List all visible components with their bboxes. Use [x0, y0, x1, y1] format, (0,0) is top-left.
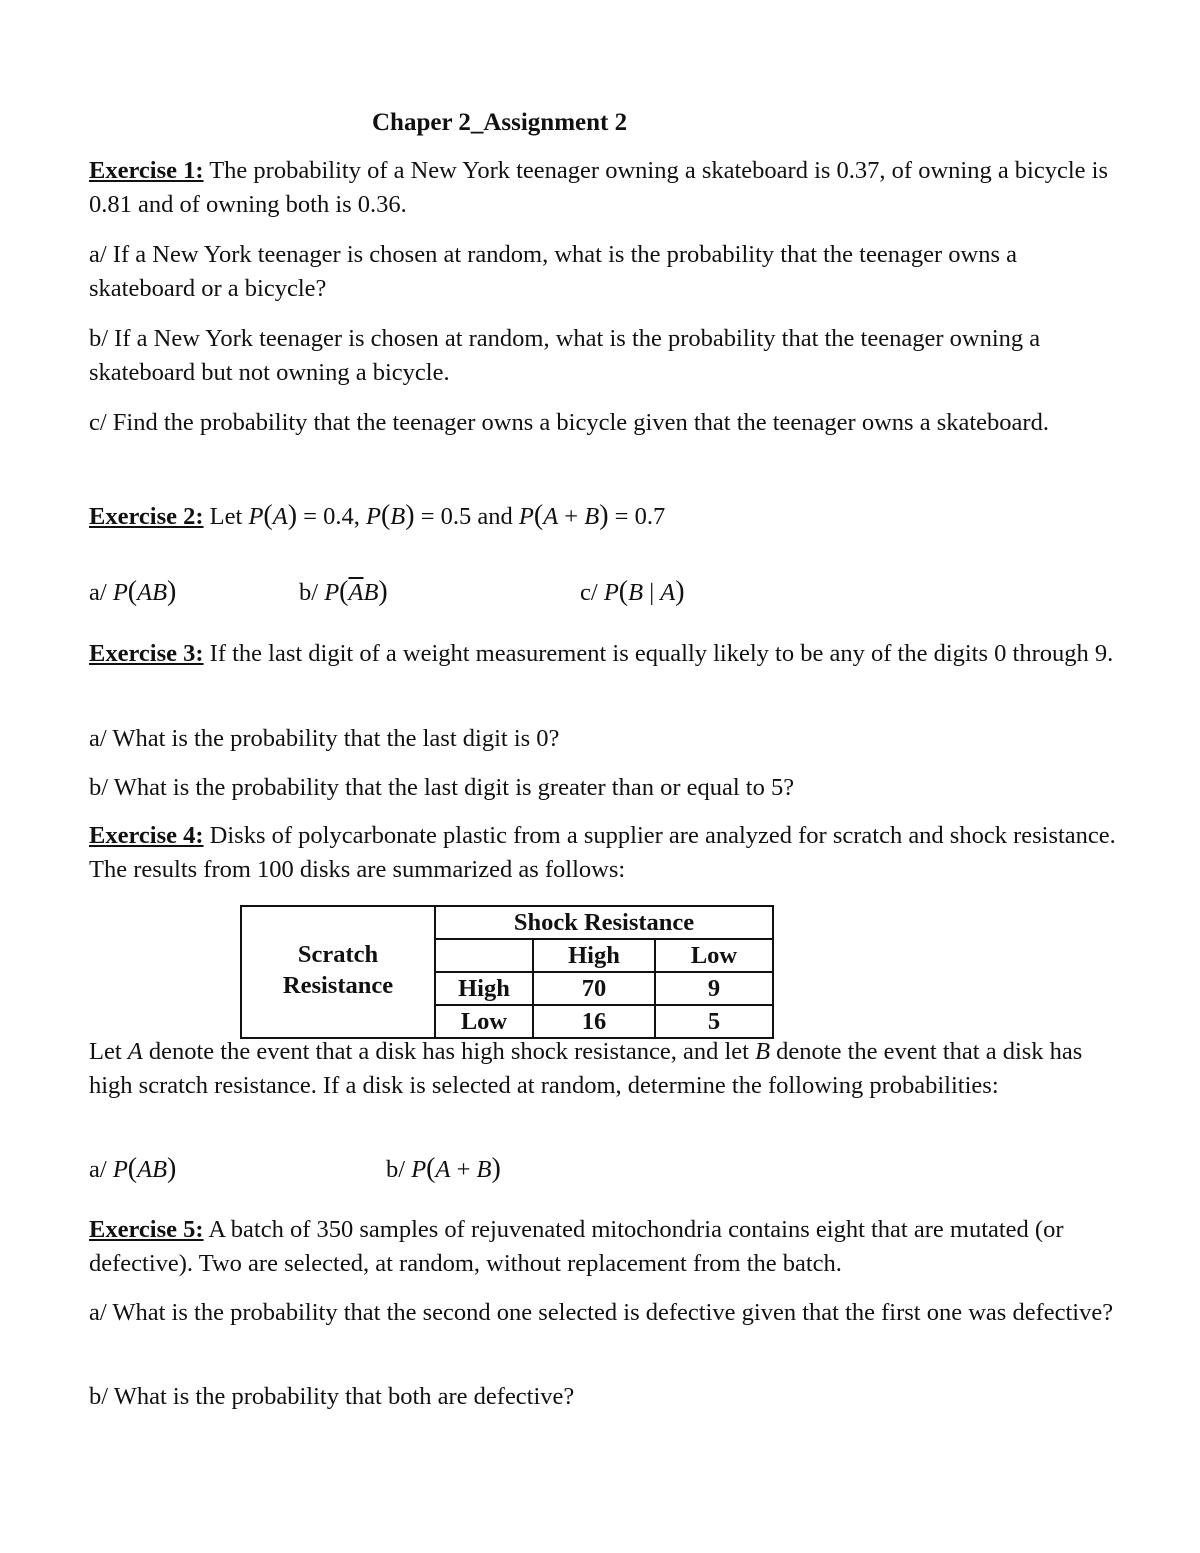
exercise-2-question-b: b/ $P(\overline{A}B)$: [299, 576, 388, 607]
table-row-high-label: High: [435, 972, 533, 1005]
table-cell: 9: [655, 972, 773, 1005]
exercise-2-intro: [89, 500, 1119, 534]
table-row-low-label: Low: [435, 1005, 533, 1038]
table-cell: 16: [533, 1005, 655, 1038]
exercise-3-question-b: b/ What is the probability that the last digit is greater than or equal to 5?: [89, 774, 795, 801]
exercise-4-events-text: Let A denote the event that a disk has high shock resistance, and let B denote the event that a disk has high scratch resistance. If a disk is selected at random, determine the following probabilities:: [89, 1038, 1083, 1099]
table-col-low: Low: [655, 939, 773, 972]
exercise-5-intro: [89, 1213, 1119, 1281]
exercise-1-intro: [89, 154, 1119, 222]
formula-p-a-plus-b: P(A + B): [518, 500, 609, 531]
exercise-2-lead: Let: [209, 503, 243, 530]
formula-p-a-plus-b-value: = 0.7: [614, 503, 666, 530]
exercise-3-label: Exercise 3:: [89, 640, 204, 667]
exercise-4-intro: [89, 819, 1119, 887]
exercise-4-questions: [89, 1153, 1119, 1187]
table-col-high: High: [533, 939, 655, 972]
exercise-1-question-a: a/ If a New York teenager is chosen at random, what is the probability that the teenager owns a skateboard or a bicycle?: [89, 241, 1017, 302]
exercise-5-question-b: b/ What is the probability that both are defective?: [89, 1383, 575, 1410]
formula-p-b-value: = 0.5: [420, 503, 472, 530]
resistance-table: [240, 905, 774, 1039]
exercise-2-question-c: c/ P(B | A): [580, 576, 685, 607]
exercise-3-question-a: a/ What is the probability that the last digit is 0?: [89, 725, 560, 752]
exercise-1-label: Exercise 1:: [89, 157, 204, 184]
exercise-4-label: Exercise 4:: [89, 822, 204, 849]
table-cell: 70: [533, 972, 655, 1005]
exercise-1-question-b: b/ If a New York teenager is chosen at random, what is the probability that the teenager owning a skateboard but not owning a bicycle.: [89, 325, 1041, 386]
exercise-2-question-a: a/ P(AB): [89, 576, 177, 607]
table-col-group-header: Shock Resistance: [435, 906, 773, 939]
exercise-4-text: Disks of polycarbonate plastic from a supplier are analyzed for scratch and shock resistance. The results from 100 disks are summarized as follows:: [89, 822, 1116, 883]
table-row-group-header: Scratch Resistance: [241, 939, 435, 1038]
exercise-1-text: The probability of a New York teenager owning a skateboard is 0.37, of owning a bicycle is 0.81 and of owning both is 0.36.: [89, 157, 1109, 218]
exercise-5-question-a: a/ What is the probability that the second one selected is defective given that the first one was defective?: [89, 1299, 1114, 1326]
formula-and: and: [477, 503, 513, 530]
exercise-1-question-c: c/ Find the probability that the teenager owns a bicycle given that the teenager owns a skateboard.: [89, 409, 1049, 436]
exercise-2-label: Exercise 2:: [89, 503, 204, 530]
exercise-4-question-b: b/ P(A + B): [386, 1153, 501, 1184]
table-corner-cell: [241, 906, 435, 939]
formula-p-a: P(A): [248, 500, 298, 531]
exercise-2-questions: [89, 576, 1119, 610]
exercise-3-text: If the last digit of a weight measurement is equally likely to be any of the digits 0 through 9.: [209, 640, 1114, 667]
exercise-5-text: A batch of 350 samples of rejuvenated mitochondria contains eight that are mutated (or defective). Two are selected, at random, without replacement from the batch.: [89, 1216, 1064, 1277]
table-empty-cell: [435, 939, 533, 972]
formula-p-b: P(B): [365, 500, 415, 531]
table-cell: 5: [655, 1005, 773, 1038]
formula-p-a-value: = 0.4,: [303, 503, 360, 530]
exercise-5-label: Exercise 5:: [89, 1216, 204, 1243]
exercise-4-question-a: a/ P(AB): [89, 1153, 177, 1184]
page-title: Chaper 2_Assignment 2: [372, 109, 628, 136]
exercise-3-intro: [89, 637, 1119, 671]
